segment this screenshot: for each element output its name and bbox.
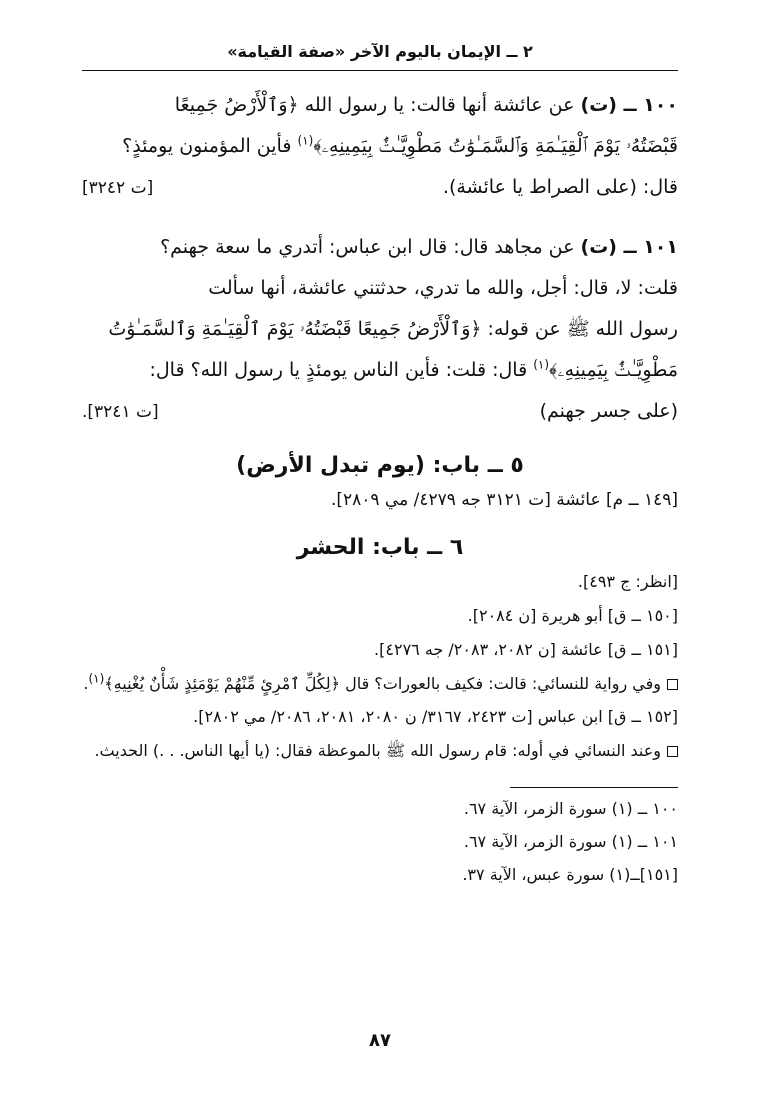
book-page [82,40,678,1070]
note-text: وفي رواية للنسائي: قالت: فكيف بالعورات؟ قال [339,674,661,693]
hadith-101-line-4 [82,350,678,391]
section-reference-line: [١٥٢ ــ ق] ابن عباس [ت ٢٤٢٣، ٣١٦٧/ ن ٢٠٨٠، ٢٠٨١، ٢٠٨٦/ مي ٢٨٠٢]. [193,707,678,726]
section-reference-line: [١٤٩ ــ م] عائشة [ت ٣١٢١ جه ٤٢٧٩/ مي ٢٨٠٩]. [330,490,678,510]
hadith-101-line-2: قلت: لا، قال: أجل، والله ما تدري، حدثتني عائشة، أنها سألت [208,277,678,299]
hadith-100-line-1 [82,85,678,126]
hadith-reference: [ت ٣٢٤٢] [82,178,154,198]
hadith-text: قال: (على الصراط يا عائشة). [442,176,678,198]
hadith-101 [82,227,678,433]
note-paragraph [82,667,678,700]
hadith-101-line-5 [82,391,678,433]
hadith-101-line-3 [82,309,678,350]
section-reference-line: [١٥١ ــ ق] عائشة [ن ٢٠٨٢، ٢٠٨٣/ جه ٤٢٧٦]. [374,640,678,659]
section-reference-line: [انظر: ج ٤٩٣]. [577,572,678,591]
section-heading: ٦ ــ باب: الحشر [296,535,464,560]
square-bullet-icon [667,679,678,690]
footnote: [١٥١]ــ(١) سورة عبس، الآية ٣٧. [462,865,678,884]
quran-verse: ﴿وَٱلْأَرْضُ جَمِيعًا [174,94,299,116]
hadith-text: فأين المؤمنون يومئذٍ؟ [122,135,298,157]
hadith-number: ١٠٠ ــ (ت) [580,94,678,116]
footnote-marker: (١) [88,671,105,686]
note-text: وعند النسائي في أوله: قام رسول الله ﷺ بالموعظة فقال: (يا أيها الناس. . .) الحديث. [94,741,661,760]
hadith-reference: [ت ٣٢٤١]. [82,402,159,422]
footnote-divider [510,787,678,788]
hadith-text: عن مجاهد قال: قال ابن عباس: أتدري ما سعة جهنم؟ [160,236,581,258]
note-end: . [83,674,89,693]
footnote: ١٠١ ــ (١) سورة الزمر، الآية ٦٧. [463,832,678,851]
square-bullet-icon [667,746,678,757]
footnote: ١٠٠ ــ (١) سورة الزمر، الآية ٦٧. [463,799,678,818]
hadith-text: عن عائشة أنها قالت: يا رسول الله [298,94,581,116]
footnote-marker: (١) [533,357,550,372]
section-heading: ٥ ــ باب: (يوم تبدل الأرض) [236,453,524,478]
footnote-marker: (١) [297,133,314,148]
quran-verse: ﴿وَٱلْأَرْضُ جَمِيعًا قَبْضَتُهُۥ يَوْمَ ٱلْقِيَـٰمَةِ وَٱلسَّمَـٰوَٰتُ [108,318,482,340]
hadith-101-line-1 [82,227,678,268]
hadith-100 [82,85,678,209]
hadith-100-line-2 [82,126,678,167]
hadith-text: قال: قلت: فأين الناس يومئذٍ يا رسول الله؟ قال: [149,359,534,381]
quran-verse: ﴿لِكُلِّ ٱمْرِئٍ مِّنْهُمْ يَوْمَئِذٍ شَأْنٌ يُغْنِيهِ﴾ [104,674,340,693]
page-number: ٨٧ [369,1030,391,1051]
hadith-100-line-3 [82,167,678,209]
running-header: ٢ ــ الإيمان باليوم الآخر «صفة القيامة» [82,40,678,71]
quran-verse: قَبْضَتُهُۥ يَوْمَ ٱلْقِيَـٰمَةِ وَٱلسَّمَـٰوَٰتُ مَطْوِيَّـٰتٌۢ بِيَمِينِهِۦ﴾ [313,135,678,157]
hadith-number: ١٠١ ــ (ت) [580,236,678,258]
hadith-text: رسول الله ﷺ عن قوله: [481,318,678,340]
note-paragraph [82,734,678,767]
section-reference-line: [١٥٠ ــ ق] أبو هريرة [ن ٢٠٨٤]. [467,606,678,625]
quran-verse: مَطْوِيَّـٰتٌۢ بِيَمِينِهِۦ﴾ [549,359,678,381]
hadith-text: (على جسر جهنم) [539,400,678,422]
